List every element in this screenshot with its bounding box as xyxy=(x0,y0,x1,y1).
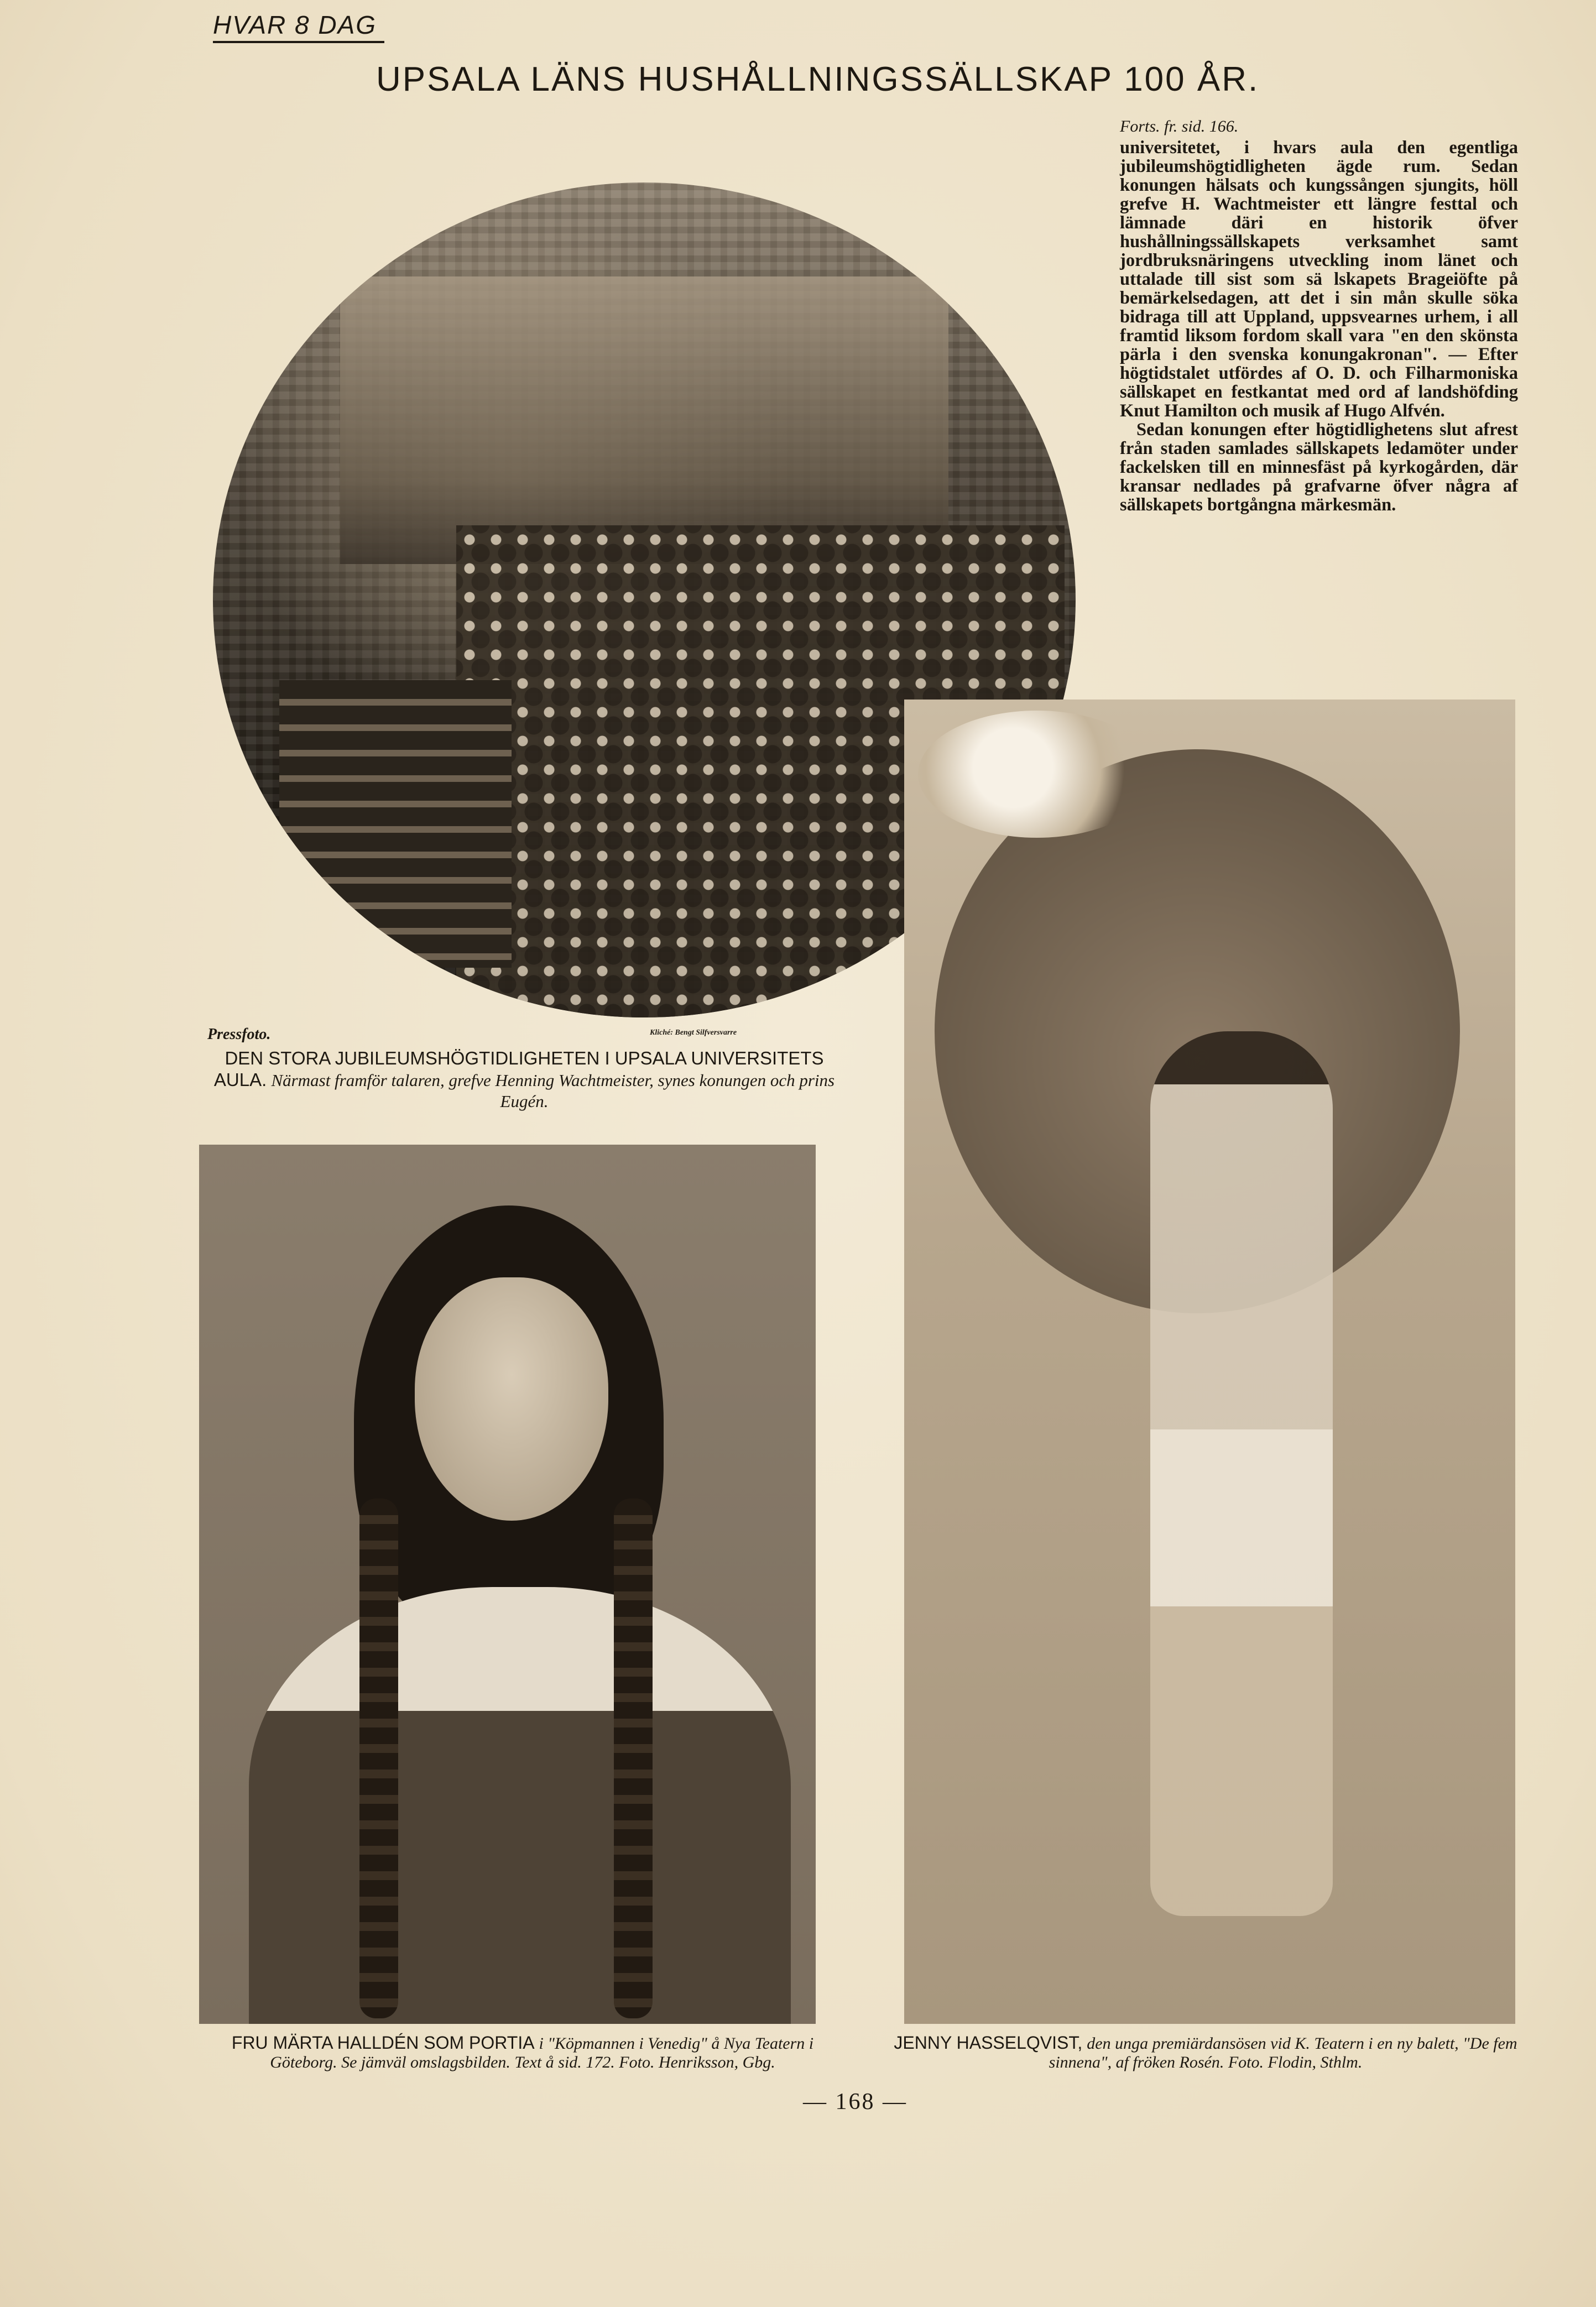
caption-detail: i "Köpmannen i Venedig" å Nya Teatern i Göteborg. Se jämväl omslagsbilden. Text å sid. 172. Foto. Henriksson, Gbg. xyxy=(270,2034,814,2071)
rose-bouquet xyxy=(918,711,1156,838)
article-text-column xyxy=(1120,117,1518,514)
caption-title: JENNY HASSELQVIST, xyxy=(894,2033,1083,2053)
page-number: — 168 — xyxy=(803,2089,907,2115)
costume-bodice xyxy=(249,1587,791,2024)
photo-credit: Pressfoto. xyxy=(207,1026,271,1043)
dancer-caption xyxy=(885,2034,1526,2071)
caption-detail: Närmast framför talaren, grefve Henning Wachtmeister, synes konungen och prins Eugén. xyxy=(271,1071,835,1111)
article-paragraph-2: Sedan konungen efter högtidlighetens slut afrest från staden samlades sällskapets ledamöter under fackelsken till en minnesfäst på kyrkogården, där kransar nedlades på grafvarne öfver några af sällskapets bortgångna märkesmän. xyxy=(1120,420,1518,515)
caption-title: DEN STORA JUBILEUMSHÖGTIDLIGHETEN I UPSALA UNIVERSITETS AULA. xyxy=(213,1048,824,1090)
caption-title: FRU MÄRTA HALLDÉN SOM PORTIA xyxy=(231,2033,535,2053)
dancer-figure xyxy=(1150,1031,1333,1916)
article-paragraph-1: universitetet, i hvars aula den egentliga jubileumshögtidligheten ägde rum. Sedan konungen hälsats och kungssången sjungits, höll grefve H. Wachtmeister ett längre festtal och lämnade däri en historik öfver hushållningssällskapets verksamhet samt jordbruksnäringens utveckling inom länet och uttalade till sist som sä lskapets Brageiöfte på bemärkelsedagen, att det i sin mån skulle söka bidraga till att Uppland, uppsvearnes urhem, i all framtid liksom fordom skall vara "en den skönsta pärla i den svenska konungakronan". — Efter högtidstalet utfördes af O. D. och Filharmoniska sällskapet en festkantat med ord af landshöfding Knut Hamilton och musik af Hugo Alfvén. xyxy=(1120,138,1518,421)
right-braid xyxy=(614,1499,653,2018)
aula-wall xyxy=(340,276,948,564)
aula-photo-caption xyxy=(204,1048,845,1112)
portia-portrait-photo xyxy=(199,1145,816,2024)
dancer-photo xyxy=(904,700,1515,2024)
masthead: HVAR 8 DAG xyxy=(213,10,384,43)
face xyxy=(415,1277,608,1521)
podium-stairs xyxy=(279,680,512,968)
continued-note: Forts. fr. sid. 166. xyxy=(1120,117,1239,135)
cliche-credit: Kliché: Bengt Silfversvarre xyxy=(650,1029,737,1037)
portia-caption xyxy=(205,2034,841,2071)
article-headline: UPSALA LÄNS HUSHÅLLNINGSSÄLLSKAP 100 ÅR. xyxy=(376,60,1260,98)
caption-detail: den unga premiärdansösen vid K. Teatern i en ny balett, "De fem sinnena", af fröken Rosén. Foto. Flodin, Sthlm. xyxy=(1049,2034,1517,2071)
left-braid xyxy=(359,1499,398,2018)
